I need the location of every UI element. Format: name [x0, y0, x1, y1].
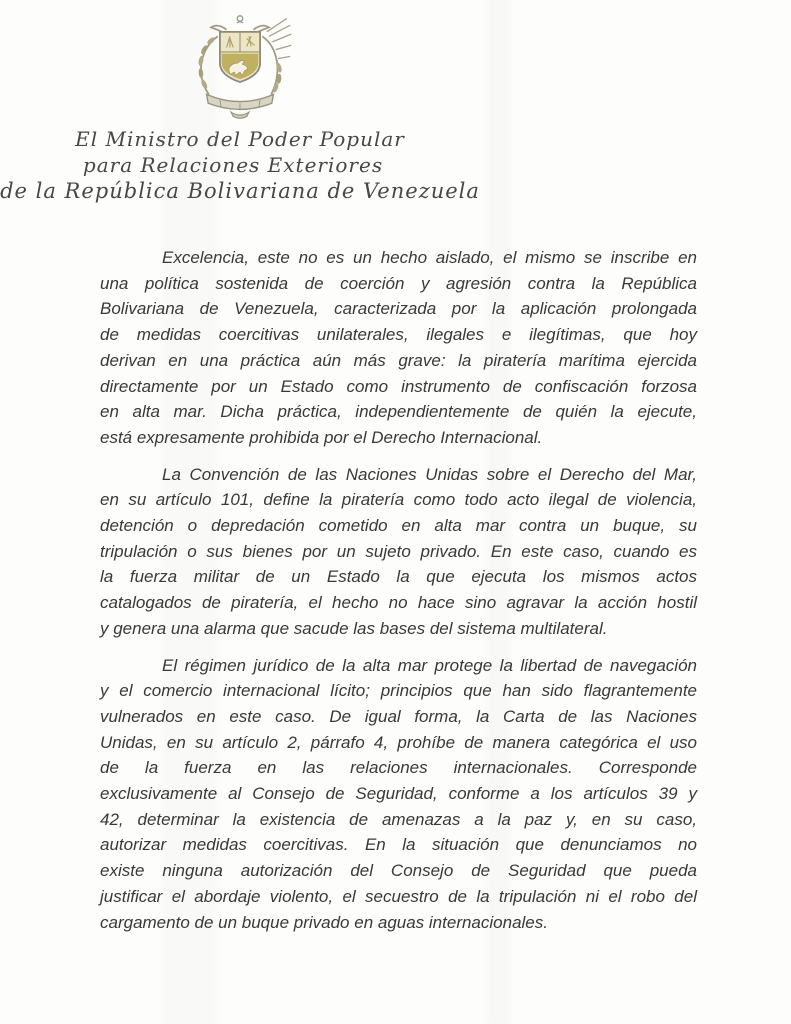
text-line: vulnerados en este caso. De igual forma, la Carta de las Naciones	[100, 706, 697, 726]
text-line: Unidas, en su artículo 2, párrafo 4, prohíbe de manera categórica el uso	[100, 732, 697, 752]
text-line: detención o depredación cometido en alta mar contra un buque, su	[100, 516, 697, 536]
text-line: y el comercio internacional lícito; principios que han sido flagrantemente	[100, 681, 697, 701]
text-line: directamente por un Estado como instrumento de confiscación forzosa	[100, 376, 697, 396]
text-line: justificar el abordaje violento, el secuestro de la tripulación ni el robo del	[100, 886, 697, 906]
text-line: cargamento de un buque privado en aguas internacionales.	[100, 912, 548, 932]
text-line: de medidas coercitivas unilaterales, ilegales e ilegítimas, que hoy	[100, 325, 697, 345]
text-line: autorizar medidas coercitivas. En la situación que denunciamos no	[100, 835, 697, 855]
letterhead-line-2: para Relaciones Exteriores	[82, 153, 384, 177]
text-line: en su artículo 101, define la piratería como todo acto ilegal de violencia,	[100, 490, 697, 510]
text-line: derivan en una práctica aún más grave: la piratería marítima ejercida	[100, 350, 697, 370]
text-line: 42, determinar la existencia de amenazas a la paz y, en su caso,	[100, 809, 697, 829]
text-line: La Convención de las Naciones Unidas sobre el Derecho del Mar,	[162, 464, 697, 484]
text-line: El régimen jurídico de la alta mar protege la libertad de navegación	[162, 655, 697, 675]
text-line: Excelencia, este no es un hecho aislado, el mismo se inscribe en	[162, 248, 697, 267]
text-line: tripulación o sus bienes por un sujeto privado. En este caso, cuando es	[100, 541, 697, 561]
paragraph-3	[100, 653, 697, 936]
text-line: una política sostenida de coerción y agresión contra la República	[100, 273, 697, 293]
text-line: de la fuerza en las relaciones internacionales. Corresponde	[100, 758, 697, 778]
venezuela-coat-of-arms-icon	[184, 14, 296, 120]
text-line: la fuerza militar de un Estado la que ejecuta los mismos actos	[100, 567, 697, 587]
text-line: exclusivamente al Consejo de Seguridad, conforme a los artículos 39 y	[100, 784, 697, 804]
text-line: Bolivariana de Venezuela, caracterizada por la aplicación prolongada	[100, 299, 697, 319]
text-line: existe ninguna autorización del Consejo de Seguridad que pueda	[100, 861, 697, 881]
text-line: y genera una alarma que sacude las bases del sistema multilateral.	[100, 618, 608, 638]
paragraph-2	[100, 462, 697, 642]
text-line: está expresamente prohibida por el Derecho Internacional.	[100, 427, 543, 447]
paragraph-1	[100, 245, 697, 451]
letterhead-line-1: El Ministro del Poder Popular	[75, 127, 405, 151]
text-line: en alta mar. Dicha práctica, independientemente de quién la ejecute,	[100, 402, 697, 422]
text-line: catalogados de piratería, el hecho no hace sino agravar la acción hostil	[100, 593, 697, 613]
emblem-container	[0, 14, 480, 124]
letter-body	[100, 245, 697, 935]
letterhead-title	[0, 126, 480, 204]
letterhead-line-3: de la República Bolivariana de Venezuela	[0, 179, 480, 203]
letterhead	[0, 14, 480, 204]
